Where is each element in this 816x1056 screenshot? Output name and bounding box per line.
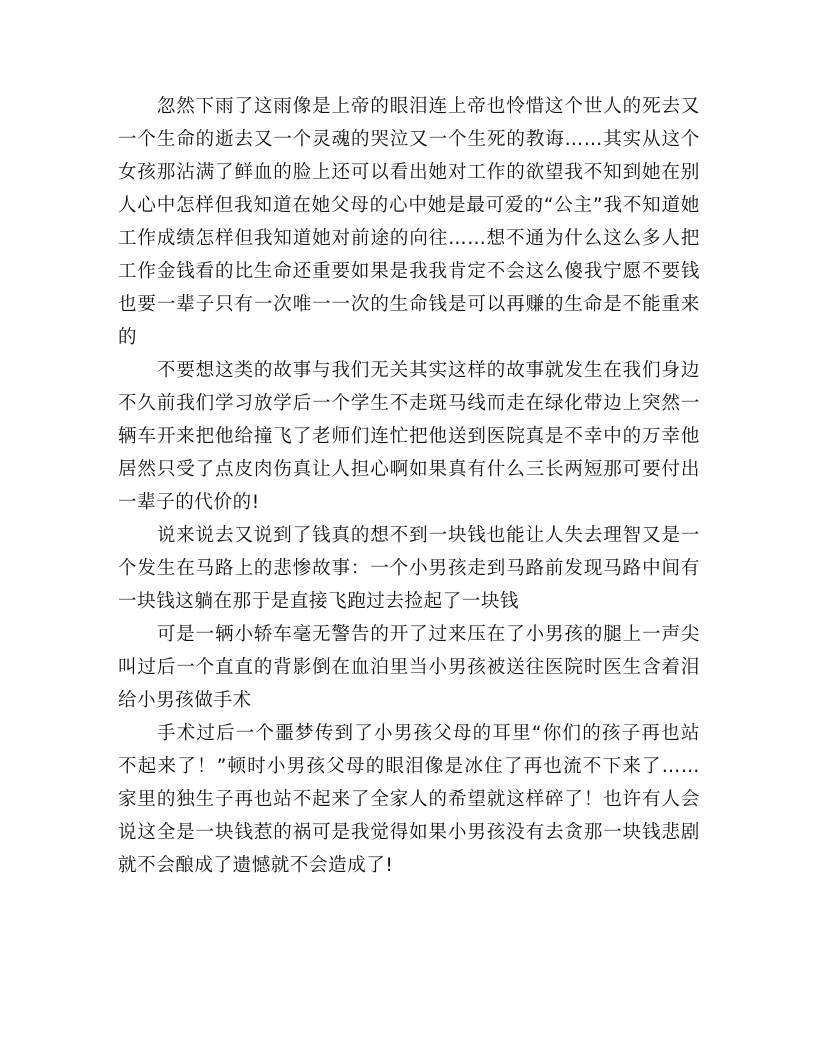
paragraph-4: 可是一辆小轿车毫无警告的开了过来压在了小男孩的腿上一声尖叫过后一个直直的背影倒在血泊里当小男孩被送往医院时医生含着泪给小男孩做手术	[118, 624, 700, 711]
paragraph-3: 说来说去又说到了钱真的想不到一块钱也能让人失去理智又是一个发生在马路上的悲惨故事：一个小男孩走到马路前发现马路中间有一块钱这躺在那于是直接飞跑过去捡起了一块钱	[118, 525, 700, 612]
paragraph-5: 手术过后一个噩梦传到了小男孩父母的耳里“你们的孩子再也站不起来了！”顿时小男孩父母的眼泪像是冰住了再也流不下来了……家里的独生子再也站不起来了全家人的希望就这样碎了！也许有人会说这全是一块钱惹的祸可是我觉得如果小男孩没有去贪那一块钱悲剧就不会酿成了遗憾就不会造成了!	[118, 723, 700, 876]
paragraph-1: 忽然下雨了这雨像是上帝的眼泪连上帝也怜惜这个世人的死去又一个生命的逝去又一个灵魂的哭泣又一个生死的教诲……其实从这个女孩那沾满了鲜血的脸上还可以看出她对工作的欲望我不知到她在别人心中怎样但我知道在她父母的心中她是最可爱的“公主”我不知道她工作成绩怎样但我知道她对前途的向往……想不通为什么这么多人把工作金钱看的比生命还重要如果是我我肯定不会这么傻我宁愿不要钱也要一辈子只有一次唯一一次的生命钱是可以再赚的生命是不能重来的	[118, 96, 700, 348]
document-body	[118, 90, 700, 882]
paragraph-2: 不要想这类的故事与我们无关其实这样的故事就发生在我们身边不久前我们学习放学后一个学生不走斑马线而走在绿化带边上突然一辆车开来把他给撞飞了老师们连忙把他送到医院真是不幸中的万幸他居然只受了点皮肉伤真让人担心啊如果真有什么三长两短那可要付出一辈子的代价的!	[118, 360, 700, 513]
